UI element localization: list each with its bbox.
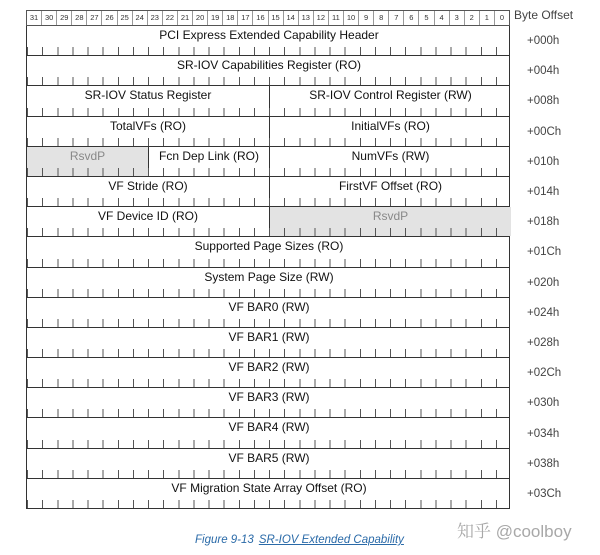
bit-number-header	[26, 10, 510, 26]
register-field	[27, 56, 511, 85]
bit-number: 25	[117, 11, 132, 25]
register-field	[27, 328, 511, 357]
register-row	[26, 418, 510, 448]
bit-number: 19	[207, 11, 222, 25]
bit-number: 14	[283, 11, 298, 25]
bit-number: 9	[358, 11, 373, 25]
bit-number: 6	[403, 11, 418, 25]
register-row	[26, 207, 510, 237]
bit-number: 30	[41, 11, 56, 25]
bit-number: 18	[222, 11, 237, 25]
bit-number: 3	[449, 11, 464, 25]
bit-number: 13	[298, 11, 313, 25]
byte-offset: +020h	[527, 276, 560, 289]
reserved-field	[269, 207, 511, 236]
bit-number: 8	[373, 11, 388, 25]
field-label: VF BAR3 (RW)	[228, 390, 310, 405]
register-row	[26, 358, 510, 388]
field-label: InitialVFs (RO)	[351, 118, 430, 133]
register-field	[269, 117, 511, 146]
field-label: VF BAR4 (RW)	[228, 420, 310, 435]
byte-offset: +038h	[527, 457, 560, 470]
bit-number: 2	[464, 11, 479, 25]
register-row	[26, 147, 510, 177]
bit-number: 11	[328, 11, 343, 25]
register-row	[26, 56, 510, 86]
bit-number: 20	[192, 11, 207, 25]
register-field	[27, 177, 269, 206]
bit-number: 31	[29, 13, 39, 22]
register-row	[26, 268, 510, 298]
bit-number: 7	[388, 11, 403, 25]
byte-offset: +010h	[527, 155, 560, 168]
register-field	[27, 237, 511, 266]
bit-number: 27	[86, 11, 101, 25]
bit-number: 28	[71, 11, 86, 25]
register-field	[148, 147, 269, 176]
register-field	[269, 147, 511, 176]
register-field	[27, 358, 511, 387]
bit-number: 12	[313, 11, 328, 25]
bit-number: 23	[147, 11, 162, 25]
register-field	[27, 86, 269, 115]
bit-number: 10	[343, 11, 358, 25]
field-label: VF BAR1 (RW)	[228, 329, 310, 344]
bit-number: 17	[237, 11, 252, 25]
register-field	[27, 298, 511, 327]
field-label: PCI Express Extended Capability Header	[159, 28, 379, 42]
byte-offset: +01Ch	[527, 246, 562, 259]
field-label: RsvdP	[69, 148, 106, 163]
bit-number: 0	[494, 11, 509, 25]
field-label: System Page Size (RW)	[204, 269, 334, 284]
byte-offset: +03Ch	[527, 488, 562, 500]
byte-offset: +018h	[527, 216, 560, 229]
register-row	[26, 388, 510, 418]
bit-number: 15	[268, 11, 283, 25]
register-row	[26, 328, 510, 358]
byte-offset: +000h	[527, 35, 560, 47]
field-label: NumVFs (RW)	[351, 148, 430, 163]
bit-number: 22	[162, 11, 177, 25]
field-label: VF Device ID (RO)	[97, 209, 198, 224]
byte-offset: +004h	[527, 65, 560, 78]
bit-number: 16	[252, 11, 267, 25]
field-label: SR-IOV Status Register	[84, 88, 212, 103]
register-row	[26, 26, 510, 56]
field-label: VF BAR2 (RW)	[228, 360, 310, 375]
register-row	[26, 86, 510, 116]
register-row	[26, 298, 510, 328]
bit-number: 26	[101, 11, 116, 25]
byte-offset: +014h	[527, 186, 560, 198]
register-field	[27, 117, 269, 146]
byte-offset: +02Ch	[527, 367, 562, 380]
field-label: Supported Page Sizes (RO)	[194, 239, 344, 254]
register-row	[26, 177, 510, 207]
register-field	[27, 207, 269, 236]
figure-number: Figure 9-13	[195, 534, 254, 546]
register-field	[27, 268, 511, 297]
byte-offset: +034h	[527, 427, 560, 440]
register-field	[269, 86, 511, 115]
register-field	[27, 479, 511, 508]
byte-offset: +024h	[527, 306, 560, 319]
figure-title: SR-IOV Extended Capability	[258, 534, 404, 546]
reserved-field	[27, 147, 148, 176]
byte-offset: +008h	[527, 95, 560, 108]
register-row	[26, 449, 510, 479]
register-row	[26, 237, 510, 267]
field-label: VF BAR0 (RW)	[228, 299, 310, 314]
bit-number: 21	[177, 11, 192, 25]
watermark: 知乎 @coolboy	[457, 522, 572, 541]
field-label: TotalVFs (RO)	[109, 118, 186, 133]
figure-caption	[195, 534, 404, 546]
bit-number: 5	[418, 11, 433, 25]
field-label: VF BAR5 (RW)	[228, 450, 310, 465]
register-field	[27, 388, 511, 417]
field-label: VF Stride (RO)	[108, 178, 188, 193]
bit-number: 4	[434, 11, 449, 25]
bit-number: 29	[56, 11, 71, 25]
register-map	[26, 26, 510, 509]
register-row	[26, 117, 510, 147]
register-field	[27, 26, 511, 55]
field-label: SR-IOV Capabilities Register (RO)	[176, 58, 362, 73]
field-label: RsvdP	[372, 209, 409, 224]
register-row	[26, 479, 510, 509]
byte-offset-header: Byte Offset	[514, 8, 574, 22]
bit-number: 24	[132, 11, 147, 25]
field-label: SR-IOV Control Register (RW)	[309, 88, 472, 103]
register-field	[27, 418, 511, 447]
field-label: Fcn Dep Link (RO)	[158, 148, 260, 163]
byte-offset: +030h	[527, 397, 560, 410]
byte-offset: +028h	[527, 337, 560, 349]
field-label: VF Migration State Array Offset (RO)	[171, 480, 367, 495]
byte-offset: +00Ch	[527, 125, 562, 138]
field-label: FirstVF Offset (RO)	[338, 178, 443, 193]
register-field	[27, 449, 511, 478]
register-field	[269, 177, 511, 206]
bit-number: 1	[479, 11, 494, 25]
